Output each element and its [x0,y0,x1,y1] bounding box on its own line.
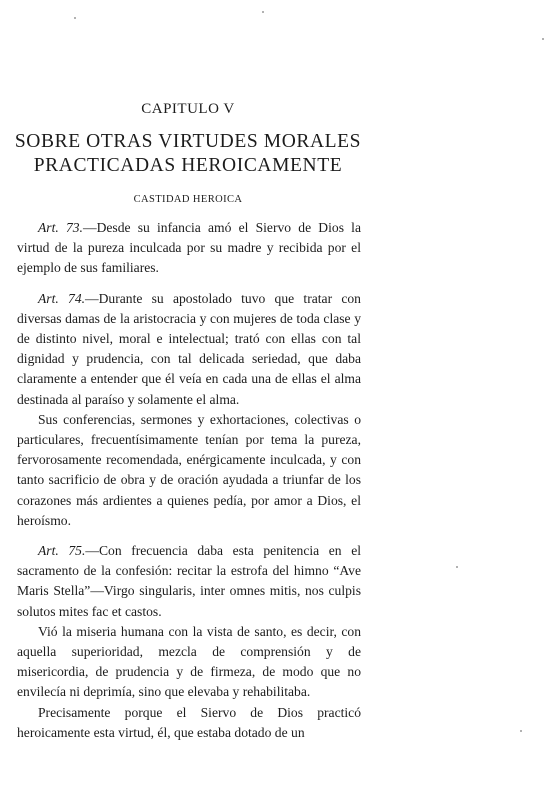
scan-speck [520,730,522,732]
paragraph-text: —Desde su infancia amó el Siervo de Dios la virtud de la pureza inculcada por su madre y recibida por el ejemplo de sus familiares. [17,220,361,276]
article-reference: Art. 75. [38,543,86,559]
scan-speck [542,38,544,40]
paragraph-art-73 [17,218,361,279]
chapter-title-line-2: PRACTICADAS HEROICAMENTE [33,155,343,176]
article-reference: Art. 73. [38,220,83,235]
section-heading: CASTIDAD HEROICA [133,194,243,205]
paragraph-text: Precisamente porque el Siervo de Dios practicó heroicamente esta virtud, él, que estaba dotado de un [17,704,361,740]
chapter-label: CAPITULO V [141,101,235,117]
body-text [17,218,361,743]
scan-speck [262,11,264,13]
paragraph-text: —Con frecuencia daba esta penitencia en el sacramento de la confesión: recitar la estrofa del himno “Ave Maris Stella”—Virgo singularis, inter omnes mitis, nos culpis solutos mites fac et castos. [17,543,361,619]
paragraph-text: —Durante su apostolado tuvo que tratar con diversas damas de la aristocracia y con mujeres de toda clase y de distinto nivel, moral e intelectual; trató con ellas con tal dignidad y prudencia, con tal delicada seriedad, que daba claramente a entender que él veía en cada una de ellas el alma destinada al paraíso y solamente el alma. [17,290,361,407]
article-reference: Art. 74. [38,290,86,306]
paragraph-art-74 [17,289,361,410]
paragraph-conferences [17,410,361,531]
paragraph-art-75 [17,541,361,622]
paragraph-misery [17,622,361,703]
chapter-title-line-1: SOBRE OTRAS VIRTUDES MORALES [14,131,362,152]
scan-speck [456,566,458,568]
paragraph-precisely [17,703,361,743]
paragraph-text: Vió la miseria humana con la vista de santo, es decir, con aquella superioridad, mezcla de comprensión y de misericordia, de prudencia y de firmeza, de modo que no envilecía ni deprimía, sino que elevaba y rehabilitaba. [17,623,361,700]
paragraph-text: Sus conferencias, sermones y exhortaciones, colectivas o particulares, frecuentísimamente tenían por tema la pureza, fervorosamente recomendada, enérgicamente inculcada, y con tanto sacrificio de obra y de oración ayudada a triunfar de los corazones más ardientes a quienes pedía, por amor a Dios, el heroísmo. [17,411,361,528]
scan-speck [74,17,76,19]
chapter-title [0,130,376,178]
